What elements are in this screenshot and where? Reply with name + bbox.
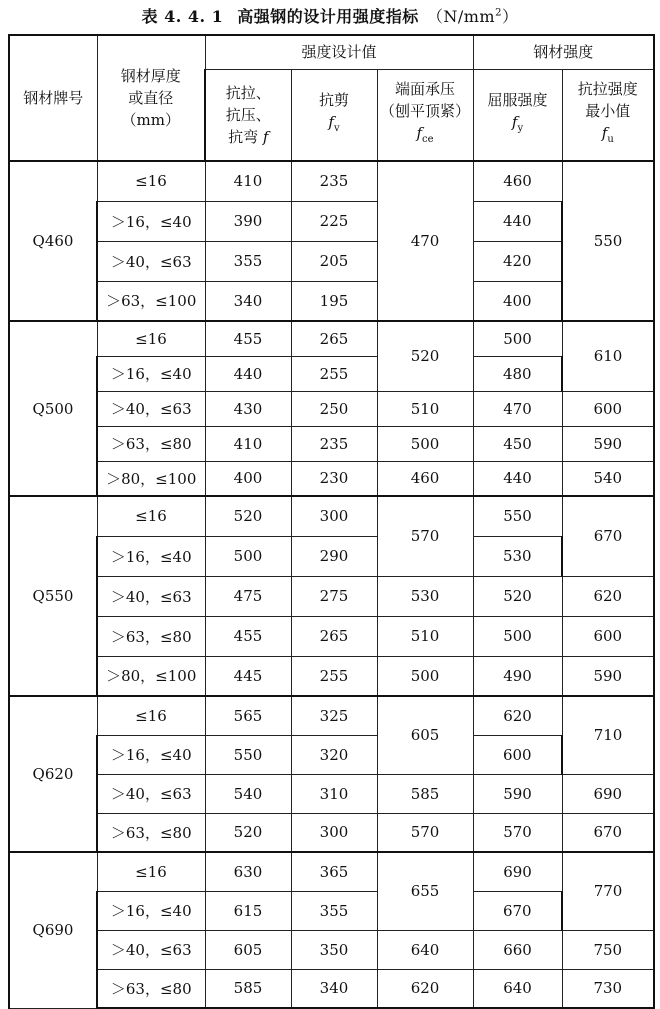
fv-cell: 225 (291, 201, 377, 241)
thickness-cell: ＞63，≤80 (97, 969, 205, 1008)
fu-cell: 690 (562, 774, 654, 813)
fce-cell: 530 (377, 576, 473, 616)
fce-cell: 510 (377, 616, 473, 656)
table-header (9, 35, 654, 161)
strength-table (8, 34, 655, 1009)
fu-cell: 730 (562, 969, 654, 1008)
fv-cell: 255 (291, 356, 377, 391)
thickness-cell: ＞63，≤80 (97, 616, 205, 656)
fce-cell: 460 (377, 461, 473, 496)
table-row (9, 735, 654, 774)
fv-cell: 230 (291, 461, 377, 496)
fy-cell: 620 (473, 696, 562, 735)
fy-cell: 480 (473, 356, 562, 391)
fce-cell: 620 (377, 969, 473, 1008)
fce-cell: 500 (377, 426, 473, 461)
f-cell: 355 (205, 241, 291, 281)
table-row (9, 391, 654, 426)
f-cell: 410 (205, 426, 291, 461)
fv-cell: 320 (291, 735, 377, 774)
grade-cell: Q620 (9, 696, 97, 852)
header-fce: 端面承压 （刨平顶紧） $f_{ce}$ (377, 69, 473, 161)
fu-cell: 770 (562, 852, 654, 930)
table-row (9, 891, 654, 930)
fy-cell: 600 (473, 735, 562, 774)
fce-cell: 470 (377, 161, 473, 321)
thickness-cell: ＞63，≤100 (97, 281, 205, 321)
fv-cell: 310 (291, 774, 377, 813)
fce-cell: 605 (377, 696, 473, 774)
fv-cell: 325 (291, 696, 377, 735)
table-row (9, 576, 654, 616)
header-fy: 屈服强度 $f_y$ (473, 69, 562, 161)
fu-cell: 540 (562, 461, 654, 496)
fv-cell: 250 (291, 391, 377, 426)
header-thickness: 钢材厚度 或直径 （mm） (97, 35, 205, 161)
thickness-cell: ＞16，≤40 (97, 201, 205, 241)
fu-cell: 620 (562, 576, 654, 616)
fy-cell: 520 (473, 576, 562, 616)
table-row (9, 281, 654, 321)
fce-cell: 510 (377, 391, 473, 426)
table-row (9, 356, 654, 391)
f-cell: 565 (205, 696, 291, 735)
fv-cell: 265 (291, 321, 377, 356)
f-cell: 605 (205, 930, 291, 969)
fce-cell: 570 (377, 813, 473, 852)
header-steel-strength: 钢材强度 (473, 35, 654, 69)
header-grade: 钢材牌号 (9, 35, 97, 161)
fv-cell: 205 (291, 241, 377, 281)
fy-cell: 440 (473, 201, 562, 241)
fv-cell: 235 (291, 426, 377, 461)
thickness-cell: ≤16 (97, 852, 205, 891)
fce-cell: 570 (377, 496, 473, 576)
table-number: 表 4. 4. 1 (141, 7, 224, 26)
grade-cell: Q690 (9, 852, 97, 1008)
f-cell: 615 (205, 891, 291, 930)
f-cell: 445 (205, 656, 291, 696)
thickness-cell: ＞40，≤63 (97, 241, 205, 281)
f-cell: 475 (205, 576, 291, 616)
fy-cell: 490 (473, 656, 562, 696)
grade-cell: Q550 (9, 496, 97, 696)
fv-cell: 365 (291, 852, 377, 891)
thickness-cell: ＞16，≤40 (97, 356, 205, 391)
table-caption (0, 0, 660, 31)
thickness-cell: ＞63，≤80 (97, 813, 205, 852)
fv-cell: 355 (291, 891, 377, 930)
fy-cell: 640 (473, 969, 562, 1008)
fy-cell: 570 (473, 813, 562, 852)
f-cell: 390 (205, 201, 291, 241)
fy-cell: 500 (473, 616, 562, 656)
fu-cell: 590 (562, 426, 654, 461)
fv-cell: 350 (291, 930, 377, 969)
table-row (9, 696, 654, 735)
thickness-cell: ＞63，≤80 (97, 426, 205, 461)
thickness-cell: ≤16 (97, 496, 205, 536)
fv-cell: 300 (291, 496, 377, 536)
fy-cell: 500 (473, 321, 562, 356)
thickness-cell: ＞80，≤100 (97, 656, 205, 696)
table-title: 高强钢的设计用强度指标 (237, 7, 419, 26)
table-row (9, 813, 654, 852)
table-row (9, 852, 654, 891)
table-row (9, 321, 654, 356)
f-cell: 430 (205, 391, 291, 426)
thickness-cell: ≤16 (97, 696, 205, 735)
fy-cell: 690 (473, 852, 562, 891)
f-cell: 520 (205, 496, 291, 536)
thickness-cell: ＞16，≤40 (97, 735, 205, 774)
f-cell: 520 (205, 813, 291, 852)
table-row (9, 241, 654, 281)
fce-cell: 500 (377, 656, 473, 696)
thickness-cell: ＞16，≤40 (97, 536, 205, 576)
fy-cell: 660 (473, 930, 562, 969)
fy-cell: 550 (473, 496, 562, 536)
fu-cell: 670 (562, 813, 654, 852)
table-row (9, 616, 654, 656)
header-fu: 抗拉强度 最小值 $f_u$ (562, 69, 654, 161)
thickness-cell: ≤16 (97, 161, 205, 201)
f-cell: 550 (205, 735, 291, 774)
table-body (9, 161, 654, 1008)
fu-cell: 750 (562, 930, 654, 969)
fu-cell: 710 (562, 696, 654, 774)
grade-cell: Q460 (9, 161, 97, 321)
f-cell: 440 (205, 356, 291, 391)
fy-cell: 670 (473, 891, 562, 930)
fce-cell: 640 (377, 930, 473, 969)
thickness-cell: ＞40，≤63 (97, 774, 205, 813)
grade-cell: Q500 (9, 321, 97, 496)
table-row (9, 161, 654, 201)
fy-cell: 470 (473, 391, 562, 426)
fv-cell: 290 (291, 536, 377, 576)
fu-cell: 550 (562, 161, 654, 321)
fce-cell: 520 (377, 321, 473, 391)
f-cell: 455 (205, 616, 291, 656)
fu-cell: 600 (562, 616, 654, 656)
fv-cell: 340 (291, 969, 377, 1008)
fu-cell: 670 (562, 496, 654, 576)
table-row (9, 930, 654, 969)
fy-cell: 530 (473, 536, 562, 576)
fy-cell: 590 (473, 774, 562, 813)
table-row (9, 461, 654, 496)
table-row (9, 656, 654, 696)
fv-cell: 195 (291, 281, 377, 321)
table-row (9, 496, 654, 536)
f-cell: 455 (205, 321, 291, 356)
fy-cell: 420 (473, 241, 562, 281)
header-design-strength: 强度设计值 (205, 35, 473, 69)
thickness-cell: ＞16，≤40 (97, 891, 205, 930)
fu-cell: 610 (562, 321, 654, 391)
fce-cell: 655 (377, 852, 473, 930)
f-cell: 630 (205, 852, 291, 891)
thickness-cell: ＞80，≤100 (97, 461, 205, 496)
f-cell: 500 (205, 536, 291, 576)
thickness-cell: ≤16 (97, 321, 205, 356)
f-cell: 400 (205, 461, 291, 496)
table-unit: $(N/mm^2)$ (426, 7, 519, 26)
fv-cell: 265 (291, 616, 377, 656)
f-cell: 585 (205, 969, 291, 1008)
table-row (9, 774, 654, 813)
fy-cell: 450 (473, 426, 562, 461)
fy-cell: 400 (473, 281, 562, 321)
thickness-cell: ＞40，≤63 (97, 930, 205, 969)
thickness-cell: ＞40，≤63 (97, 391, 205, 426)
fu-cell: 590 (562, 656, 654, 696)
fv-cell: 275 (291, 576, 377, 616)
f-cell: 410 (205, 161, 291, 201)
thickness-cell: ＞40，≤63 (97, 576, 205, 616)
fv-cell: 300 (291, 813, 377, 852)
fy-cell: 440 (473, 461, 562, 496)
table-row (9, 426, 654, 461)
fv-cell: 255 (291, 656, 377, 696)
f-cell: 340 (205, 281, 291, 321)
header-f: 抗拉、 抗压、 抗弯 f (205, 69, 291, 161)
fy-cell: 460 (473, 161, 562, 201)
header-fv: 抗剪 $f_v$ (291, 69, 377, 161)
fce-cell: 585 (377, 774, 473, 813)
f-cell: 540 (205, 774, 291, 813)
fv-cell: 235 (291, 161, 377, 201)
fu-cell: 600 (562, 391, 654, 426)
table-row (9, 201, 654, 241)
table-row (9, 536, 654, 576)
